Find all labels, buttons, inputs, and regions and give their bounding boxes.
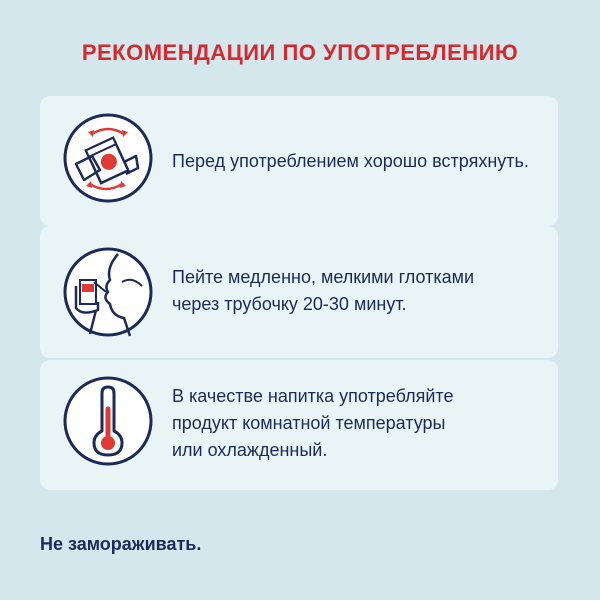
shake-carton-icon bbox=[62, 112, 154, 204]
freeze-warning: Не замораживать. bbox=[40, 534, 202, 554]
step-text-temperature: В качестве напитка употребляйте продукт комнатной температуры или охлажденный. bbox=[172, 386, 454, 460]
drink-straw-icon bbox=[62, 246, 154, 338]
page-title: РЕКОМЕНДАЦИИ ПО УПОТРЕБЛЕНИЮ bbox=[81, 40, 519, 65]
step-text-drink: Пейте медленно, мелкими глотками через трубочку 20-30 минут. bbox=[172, 267, 475, 314]
thermometer-icon bbox=[62, 375, 154, 467]
step-text-shake: Перед употреблением хорошо встряхнуть. bbox=[172, 151, 529, 171]
